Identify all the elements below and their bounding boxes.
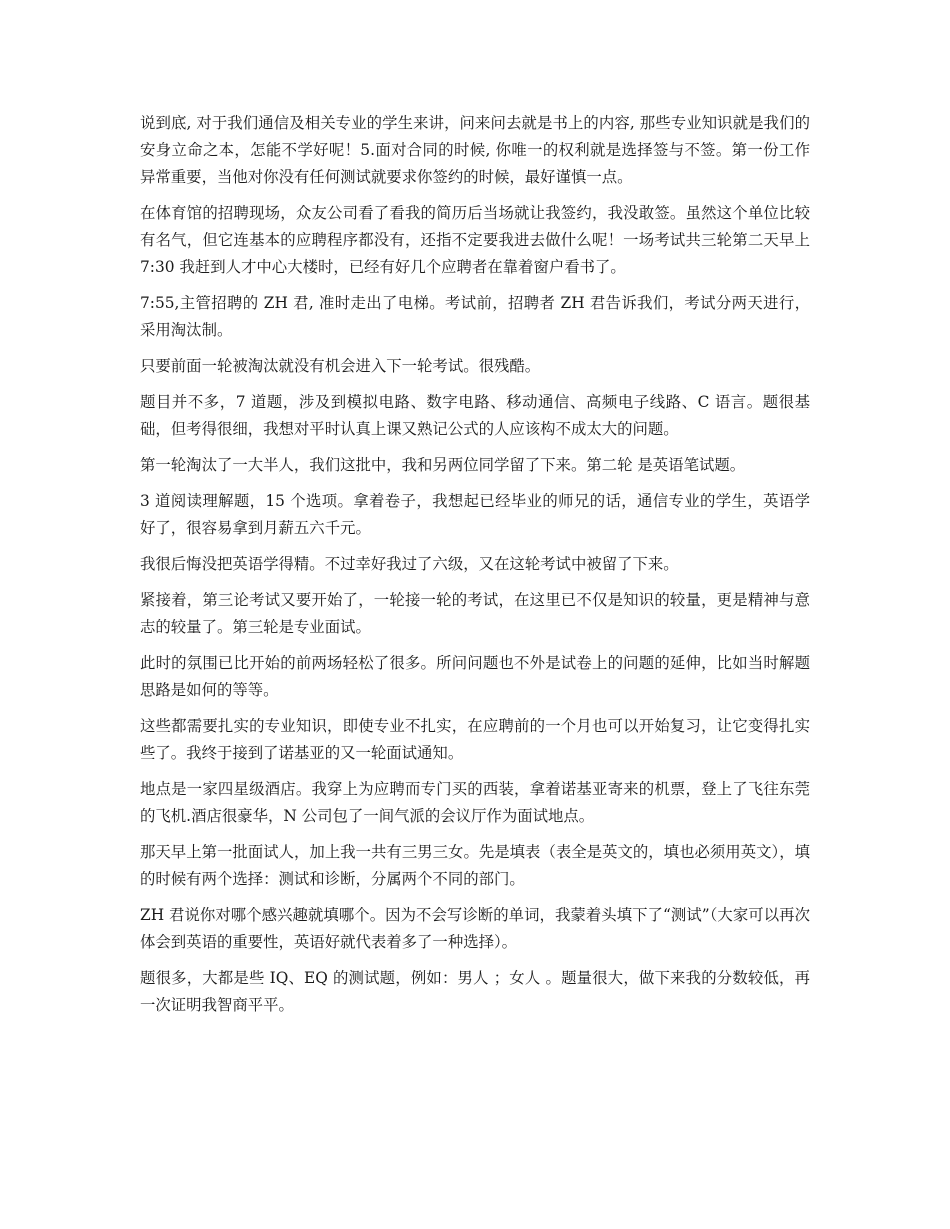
paragraph: 说到底, 对于我们通信及相关专业的学生来讲，问来问去就是书上的内容, 那些专业知识就是我们的安身立命之本，怎能不学好呢！5.面对合同的时候, 你唯一的权利就是选择签与不签。第一份工作异常重要，当他对你没有任何测试就要求你签约的时候，最好谨慎一点。 [140, 114, 810, 186]
paragraph: 题很多，大都是些 IQ、EQ 的测试题，例如：男人 ；女人 。题量很大，做下来我的分数较低，再一次证明我智商平平。 [140, 969, 810, 1014]
document-body [140, 110, 810, 1028]
paragraph: 7:55,主管招聘的 ZH 君, 准时走出了电梯。考试前，招聘者 ZH 君告诉我们，考试分两天进行，采用淘汰制。 [140, 294, 810, 339]
paragraph: ZH 君说你对哪个感兴趣就填哪个。因为不会写诊断的单词，我蒙着头填下了“测试”（大家可以再次体会到英语的重要性，英语好就代表着多了一种选择）。 [140, 906, 810, 951]
paragraph: 只要前面一轮被淘汰就没有机会进入下一轮考试。很残酷。 [140, 357, 541, 375]
paragraph: 题目并不多，7 道题，涉及到模拟电路、数字电路、移动通信、高频电子线路、C 语言。题很基础，但考得很细，我想对平时认真上课又熟记公式的人应该构不成太大的问题。 [140, 393, 810, 438]
paragraph: 这些都需要扎实的专业知识，即使专业不扎实，在应聘前的一个月也可以开始复习，让它变得扎实些了。我终于接到了诺基亚的又一轮面试通知。 [140, 717, 810, 762]
paragraph: 在体育馆的招聘现场，众友公司看了看我的简历后当场就让我签约，我没敢签。虽然这个单位比较有名气，但它连基本的应聘程序都没有，还指不定要我进去做什么呢！一场考试共三轮第二天早上 7:30 我赶到人才中心大楼时，已经有好几个应聘者在靠着窗户看书了。 [140, 204, 810, 276]
paragraph: 3 道阅读理解题，15 个选项。拿着卷子，我想起已经毕业的师兄的话，通信专业的学生，英语学好了，很容易拿到月薪五六千元。 [140, 492, 810, 537]
paragraph: 那天早上第一批面试人，加上我一共有三男三女。先是填表（表全是英文的，填也必须用英文），填的时候有两个选择：测试和诊断，分属两个不同的部门。 [140, 843, 810, 888]
paragraph: 我很后悔没把英语学得精。不过幸好我过了六级，又在这轮考试中被留了下来。 [140, 555, 679, 573]
paragraph: 第一轮淘汰了一大半人，我们这批中，我和另两位同学留了下来。第二轮 是英语笔试题。 [140, 456, 746, 474]
paragraph: 地点是一家四星级酒店。我穿上为应聘而专门买的西装，拿着诺基亚寄来的机票，登上了飞往东莞的飞机.酒店很豪华，N 公司包了一间气派的会议厅作为面试地点。 [140, 780, 810, 825]
paragraph: 此时的氛围已比开始的前两场轻松了很多。所问问题也不外是试卷上的问题的延伸，比如当时解题思路是如何的等等。 [140, 654, 810, 699]
paragraph: 紧接着，第三论考试又要开始了，一轮接一轮的考试，在这里已不仅是知识的较量，更是精神与意志的较量了。第三轮是专业面试。 [140, 591, 810, 636]
